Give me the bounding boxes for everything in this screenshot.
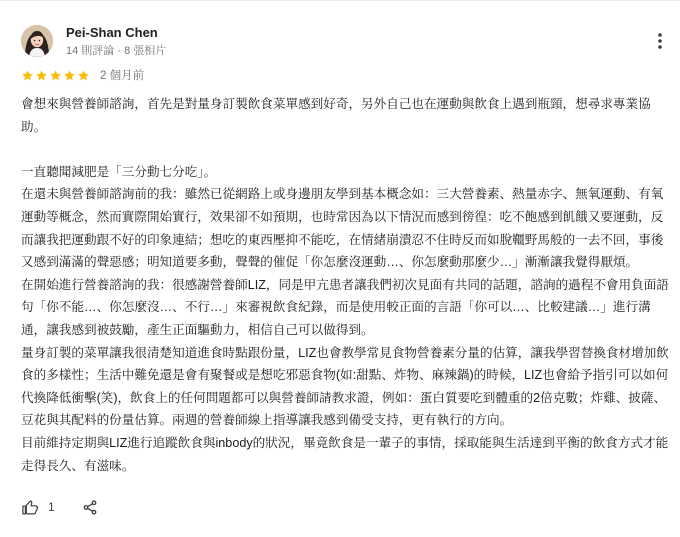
more-vert-icon (658, 33, 662, 49)
review-paragraph: 量身訂製的菜單讓我很清楚知道進食時點跟份量，LIZ也會教學常見食物營養素分量的估算，讓我學習替換食材增加飲食的多樣性；生活中難免還是會有聚餐或是想吃邪惡食物(如:甜點、炸物、麻辣鍋)的時候，LIZ也會給予指引可以如何代換降低衝擊(笑)，飲食上的任何問題都可以與營養師請教求證，例如：蛋白質要吃到體重的2倍克數；炸雞、披薩、豆花與其配料的份量估算。兩週的營養師線上指導讓我感到備受支持，更有執行的方向。 (21, 345, 669, 428)
paragraph-gap (21, 138, 675, 161)
like-count: 1 (48, 500, 55, 514)
like-button[interactable] (21, 499, 55, 516)
share-button[interactable] (82, 499, 98, 516)
review-paragraph: 在開始進行營養諮詢的我：很感謝營養師LIZ，同是甲亢患者讓我們初次見面有共同的話題，諮詢的過程不會用負面語句「你不能…、你怎麼沒…、不行…」來審視飲食紀錄，而是使用較正面的言語「你可以…、比較建議…」進行溝通，讓我感到被鼓勵，產生正面驅動力，相信自己可以做得到。 (21, 277, 669, 337)
reviewer-meta: 14 則評論 · 8 張相片 (66, 45, 167, 57)
reviewer-avatar[interactable] (21, 25, 53, 57)
profile-photo-icon (21, 25, 53, 57)
star-icon (77, 69, 90, 82)
star-icon (35, 69, 48, 82)
review-paragraph: 會想來與營養師諮詢，首先是對量身訂製飲食菜單感到好奇，另外自己也在運動與飲食上遇到瓶頸，想尋求專業協助。 (21, 97, 651, 134)
reviewer-name[interactable]: Pei-Shan Chen (66, 25, 158, 40)
star-rating (21, 69, 91, 82)
review-paragraph: 一直聽聞減肥是「三分動七分吃」。 (21, 164, 217, 179)
star-icon (21, 69, 34, 82)
review-paragraph: 目前維持定期與LIZ進行追蹤飲食與inbody的狀況，畢竟飲食是一輩子的事情，採取能與生活達到平衡的飲食方式才能走得長久、有滋味。 (21, 435, 669, 473)
top-divider (0, 0, 680, 1)
thumb-up-icon (21, 499, 39, 516)
review-date: 2 個月前 (100, 70, 145, 82)
star-icon (63, 69, 76, 82)
more-options-button[interactable] (648, 29, 672, 53)
rating-row (21, 67, 144, 83)
share-icon (82, 499, 98, 516)
star-icon (49, 69, 62, 82)
review-actions (21, 497, 98, 517)
review-paragraph: 在還未與營養師諮詢前的我：雖然已從網路上或身邊朋友學到基本概念如：三大營養素、熱量赤字、無氧運動、有氧運動等概念，然而實際開始實行，效果卻不如預期，也時常因為以下情況而感到徬徨：吃不飽感到飢餓又要運動，反而讓我把運動跟不好的印象連結；想吃的東西壓抑不能吃，在情緒崩潰忍不住時反而如脫韁野馬般的一去不回，事後又感到滿滿的聲惡感；明知道要多動，聲聲的催促「你怎麼沒運動…、你怎麼動那麼少…」漸漸讓我覺得厭煩。 (21, 187, 664, 270)
review-text (21, 93, 675, 477)
